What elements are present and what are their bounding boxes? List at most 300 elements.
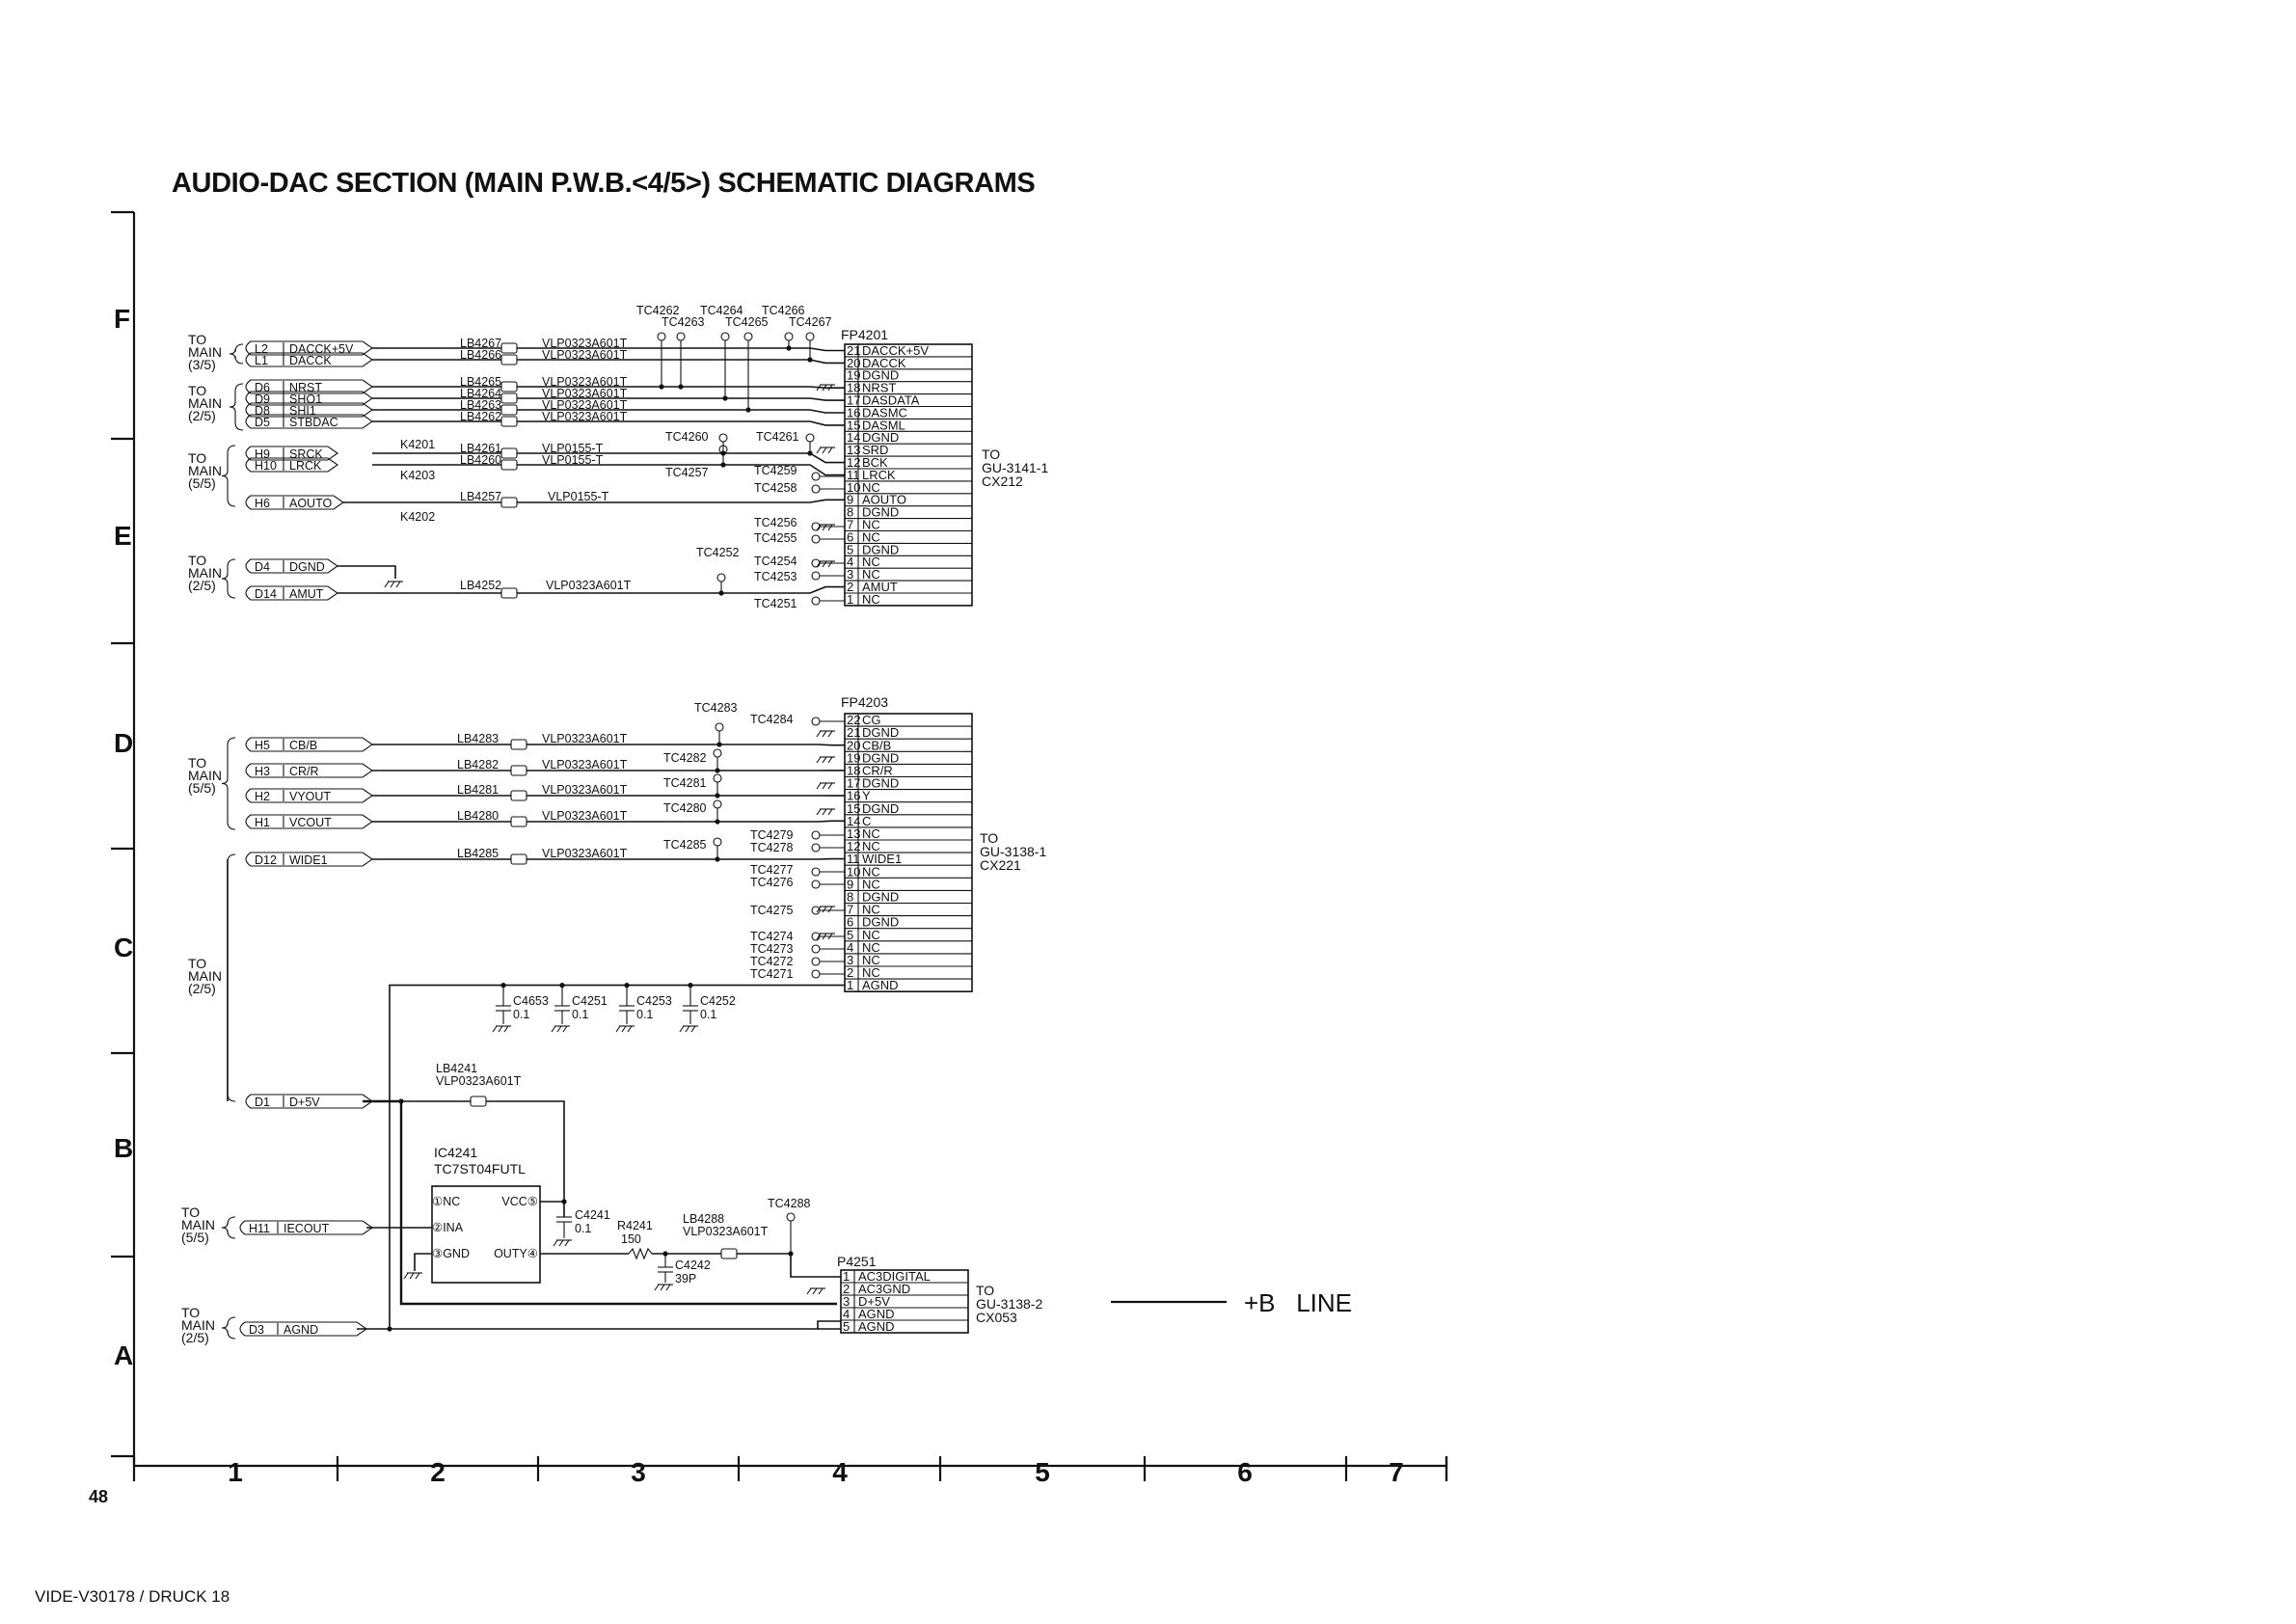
bead-part: VLP0155-T [548,490,609,503]
connector-pin-number: 3 [843,1294,851,1309]
connector-pin-name: DGND [862,430,900,446]
source-pin-amut [246,586,338,601]
brace [230,344,243,364]
connector-to: TO [976,1283,995,1298]
ferrite-bead [501,393,517,403]
to-main-2-5-d [181,1305,215,1345]
ferrite-bead [501,460,517,470]
to-label: TO [188,755,207,771]
ground-symbol [385,582,403,587]
c4242-value: 39P [675,1272,697,1286]
source-pin-id: D4 [255,560,270,574]
source-pin-signal: VYOUT [289,790,332,803]
source-pin-id: H2 [255,790,270,803]
connector-pin-number: 1 [843,1269,851,1284]
ground-hatch [817,783,821,789]
connector-pin-name: DGND [862,775,900,791]
connector-cx: CX212 [982,474,1023,489]
connector-destination: GU-3138-2 [976,1296,1043,1312]
bead-part: VLP0323A601T [542,410,628,423]
to-main-2-5-c [188,956,222,996]
source-pin-signal: D+5V [289,1096,320,1109]
connector-pin-number: 9 [847,877,854,892]
junction-dot [722,395,727,400]
test-point-label: TC4255 [754,531,797,545]
junction-dot [720,462,725,467]
ground-hatch [823,907,826,912]
ic-pin-label: ③GND [432,1247,470,1260]
bead-ref: LB4285 [457,847,500,860]
main-ref-label: (3/5) [188,357,216,372]
connector-pin-number: 17 [847,775,861,791]
row-label-a: A [114,1340,134,1370]
ground-hatch [813,1288,817,1294]
b-line-label: +B LINE [1244,1288,1352,1317]
source-pin-id: D5 [255,416,270,429]
test-point [812,880,820,888]
ferrite-bead [501,588,517,598]
connector-pin-number: 20 [847,738,861,753]
bead-part: VLP0323A601T [542,847,628,860]
connector-pin-name: NC [862,877,880,892]
connector-pin-name: AMUT [862,580,898,594]
bead-part: VLP0323A601T [542,348,628,362]
ground-hatch [666,1285,670,1290]
main-label: MAIN [181,1217,215,1232]
row-label-f: F [114,304,131,334]
source-pin-id: H1 [255,816,270,829]
source-pin-signal: AOUTO [289,497,333,510]
ground-hatch [499,1026,502,1032]
connector-pin-name: CR/R [862,763,893,778]
connector-pin-number: 11 [847,467,860,482]
ground-hatch [504,1026,508,1032]
source-pin-id: D9 [255,392,270,406]
test-point [719,434,727,442]
ground-symbol [817,447,835,453]
junction-dot [718,590,723,595]
ground-symbol [817,783,835,789]
column-label-5: 5 [1035,1457,1050,1487]
ferrite-bead [501,417,517,426]
test-point [812,473,820,480]
test-point-label: TC4258 [754,481,797,495]
connector-pin-number: 1 [847,978,854,993]
main-ref-label: (5/5) [181,1230,209,1245]
connector-pin-number: 4 [843,1307,851,1321]
main-ref-label: (5/5) [188,475,216,491]
test-point [812,717,820,725]
connector-pin-number: 12 [847,839,861,854]
test-point-label: TC4284 [750,713,794,726]
connector-pin-name: DGND [862,367,900,383]
connector-pin-name: C [862,813,872,828]
ground-hatch [828,447,832,453]
source-pin-signal: CR/R [289,765,319,778]
test-point [744,333,752,340]
ground-symbol [616,1026,635,1032]
ferrite-bead [501,405,517,415]
connector-fp4203 [841,694,1046,992]
source-pin-id: H9 [255,447,270,461]
ac3-wire [737,1254,841,1277]
ground-hatch [686,1026,689,1032]
test-point [677,333,685,340]
source-pin-id: D3 [249,1323,264,1337]
test-point [812,970,820,978]
connector-pin-name: DGND [862,504,900,520]
junction-dot [715,819,719,824]
test-point [812,535,820,543]
source-pin-vcout [246,815,372,829]
ground-symbol [680,1026,698,1032]
cap-value: 0.1 [700,1008,717,1021]
signal-wire [338,566,395,579]
source-pin-signal: LRCK [289,459,322,473]
ground-symbol [554,1240,572,1246]
ic-pin-label: ①NC [432,1195,461,1208]
brace [222,738,235,829]
ic-part: TC7ST04FUTL [434,1161,526,1177]
connector-pin-number: 20 [847,355,861,370]
column-label-2: 2 [430,1457,446,1487]
connector-pin-name: BCK [862,455,888,470]
connector-pin-number: 2 [847,965,854,981]
lb4288-part: VLP0323A601T [683,1225,769,1238]
source-pin-id: D1 [255,1096,270,1109]
connector-destination: GU-3138-1 [980,844,1047,859]
brace [222,1317,235,1339]
connector-p4251 [837,1254,1042,1334]
connector-pin-name: LRCK [862,467,896,482]
column-label-3: 3 [631,1457,646,1487]
connector-pin-number: 18 [847,763,861,778]
row-label-d: D [114,728,134,758]
connector-pin-number: 12 [847,455,861,470]
ground-hatch [559,1240,563,1246]
bead-part: VLP0323A601T [542,337,628,350]
connector-pin-name: NC [862,479,880,495]
ground-symbol [817,757,835,763]
ground-symbol [552,1026,570,1032]
ic-pin-label: VCC⑤ [501,1195,538,1208]
connector-pin-number: 21 [847,342,861,358]
ground-hatch [823,731,826,737]
test-point-label: TC4267 [789,315,832,329]
ground-hatch [493,1026,497,1032]
ground-hatch [416,1273,419,1279]
test-point [714,838,721,846]
connector-pin-number: 19 [847,367,861,383]
connector-pin-number: 5 [847,927,854,942]
connector-ref: P4251 [837,1254,877,1269]
main-label: MAIN [188,344,222,360]
ground-symbol [817,809,835,815]
junction-dot [786,345,791,350]
connector-pin-number: 11 [847,852,860,867]
connector-pin-number: 15 [847,418,861,433]
connector-pin-name: NC [862,965,880,981]
ground-hatch [391,582,394,587]
brace [228,854,235,1101]
tc4288-label: TC4288 [768,1197,811,1210]
document-reference: VIDE-V30178 / DRUCK 18 [35,1587,230,1606]
cap-value: 0.1 [636,1008,654,1021]
row-label-c: C [114,933,134,962]
bead-ref: LB4262 [460,410,502,423]
test-point-label: TC4252 [696,546,740,559]
connector-pin-name: DGND [862,914,900,930]
ground-hatch [628,1026,632,1032]
source-pin-signal: AGND [284,1323,319,1337]
source-pin-cb-b [246,738,372,752]
test-point [812,868,820,876]
connector-pin-number: 3 [847,567,854,582]
bead-part: VLP0323A601T [546,579,632,592]
agnd-wire [357,1321,841,1329]
connector-pin-number: 7 [847,902,854,917]
connector-pin-name: DGND [862,725,900,741]
to-main-5-5-b [188,755,222,796]
test-point-label: TC4257 [665,466,709,479]
connector-pin-number: 9 [847,492,854,507]
b-line-legend [1111,1288,1352,1317]
test-point-label: TC4279 [750,828,794,842]
source-pin-signal: VCOUT [289,816,332,829]
source-pin-id: D8 [255,404,270,418]
connector-pin-name: SRD [862,443,889,458]
test-point-label: TC4276 [750,876,794,889]
connector-pin-name: DGND [862,750,900,766]
ic-pin-label: OUTY④ [494,1247,538,1260]
source-pin-signal: SHO1 [289,392,323,406]
r4241-ref: R4241 [617,1219,653,1232]
to-main-2-5-a [188,383,222,423]
source-pin-id: D6 [255,381,270,394]
to-main-5-5-a [188,450,222,491]
connector-pin-name: NC [862,555,880,570]
source-pin-cr-r [246,764,372,778]
connector-pin-number: 19 [847,750,861,766]
connector-pin-number: 1 [847,591,854,607]
bead-part: VLP0323A601T [542,375,628,389]
connector-pin-name: NC [862,927,880,942]
junction-dot [745,407,750,412]
connector-pin-name: NC [862,939,880,955]
connector-pin-number: 5 [843,1319,851,1334]
junction-dot [398,1098,403,1103]
cap-ref: C4653 [513,994,549,1008]
ground-symbol [404,1273,422,1279]
to-label: TO [188,383,207,398]
ground-hatch [817,757,821,763]
connector-pin-name: DACCK+5V [862,342,929,358]
main-ref-label: (2/5) [188,578,216,593]
ground-hatch [565,1240,569,1246]
signal-wire [527,744,845,745]
source-pin-dgnd [246,559,338,574]
bead-part: VLP0323A601T [542,783,628,797]
main-label: MAIN [181,1317,215,1333]
junction-dot [716,742,721,746]
connector-pin-name: AGND [862,978,899,993]
source-pin-signal: WIDE1 [289,853,328,867]
connector-pin-number: 17 [847,392,861,408]
bead-part: VLP0323A601T [542,398,628,412]
test-point-label: TC4266 [762,304,805,317]
source-pin-id: H3 [255,765,270,778]
ground-hatch [655,1285,659,1290]
lb4241-bead [471,1096,486,1106]
test-point-label: TC4281 [663,776,707,790]
source-pin-signal: STBDAC [289,416,338,429]
source-pin-aouto [246,496,343,510]
ground-hatch [828,525,832,530]
junction-dot [715,856,719,861]
ferrite-bead [511,791,527,800]
test-point [785,333,793,340]
source-pin-signal: SHI1 [289,404,316,418]
ground-hatch [557,1026,561,1032]
bead-ref: LB4266 [460,348,502,362]
cap-value: 0.1 [572,1008,589,1021]
test-point [812,523,820,530]
ferrite-bead [511,740,527,749]
bead-ref: LB4261 [460,442,502,455]
column-label-4: 4 [832,1457,848,1487]
connector-ref: FP4203 [841,694,889,710]
source-connectors [181,332,372,1345]
source-pin-iecout [240,1221,372,1235]
source-pin-d5v [246,1095,372,1109]
connector-pin-number: 10 [847,864,861,880]
connector-pin-name: CG [862,713,881,728]
connector-pin-number: 13 [847,443,861,458]
ground-symbol [807,1288,825,1294]
ground-hatch [563,1026,567,1032]
main-ref-label: (2/5) [188,408,216,423]
source-pin-id: L1 [255,354,268,367]
ferrite-bead [501,448,517,458]
ground-hatch [823,525,826,530]
source-pin-signal: IECOUT [284,1222,330,1235]
test-point [658,333,665,340]
bead-part: VLP0155-T [542,442,604,455]
bead-ref: LB4260 [460,453,502,467]
connector-pin-name: WIDE1 [862,852,903,867]
to-main-3-5 [188,332,222,372]
connector-pin-name: NC [862,517,880,532]
to-label: TO [181,1204,201,1220]
source-pin-id: L2 [255,342,268,356]
ground-hatch [552,1026,555,1032]
lb4288-ref: LB4288 [683,1212,725,1226]
connector-pin-number: 2 [847,580,854,594]
bead-part: VLP0155-T [542,453,604,467]
connector-pin-number: 5 [847,542,854,557]
connector-pin-name: AGND [858,1319,895,1334]
lb4241-part: VLP0323A601T [436,1074,522,1088]
k4203-label: K4203 [400,469,436,482]
main-label: MAIN [188,968,222,984]
page-title: AUDIO-DAC SECTION (MAIN P.W.B.<4/5>) SCHEMATIC DIAGRAMS [172,168,1036,199]
connector-pin-number: 4 [847,939,854,955]
connector-pin-name: AC3DIGITAL [858,1269,931,1284]
row-labels [114,304,133,1370]
junction-dot [387,1326,392,1331]
connector-cx: CX053 [976,1310,1017,1325]
test-point-label: TC4274 [750,930,794,943]
connector-pin-name: DASDATA [862,392,920,408]
ground-hatch [823,809,826,815]
ferrite-bead [511,766,527,775]
bead-ref: LB4267 [460,337,502,350]
lb4241-ref: LB4241 [436,1062,478,1075]
test-point [716,723,723,731]
row-label-e: E [114,521,132,551]
source-pin-signal: AMUT [289,587,324,601]
connector-to: TO [980,830,999,846]
connector-pin-number: 6 [847,914,854,930]
ferrite-bead [511,854,527,864]
test-point [717,574,725,582]
connector-ref: FP4201 [841,327,889,342]
ground-hatch [410,1273,414,1279]
bead-ref: LB4280 [457,809,500,823]
test-point [812,597,820,605]
main-ref-label: (2/5) [188,981,216,996]
junction-dot [807,450,812,455]
gnd-wire [415,1254,432,1271]
connector-pin-number: 14 [847,813,861,828]
column-label-6: 6 [1237,1457,1253,1487]
connector-cx: CX221 [980,857,1021,873]
source-pin-signal: SRCK [289,447,323,461]
test-point-label: TC4277 [750,863,794,877]
source-pin-id: D12 [255,853,277,867]
ground-symbol [817,731,835,737]
to-label: TO [188,332,207,347]
test-point [714,800,721,808]
test-point [812,844,820,852]
bead-part: VLP0323A601T [542,732,628,745]
source-pin-signal: DACCK [289,354,332,367]
connector-pin-name: D+5V [858,1294,890,1309]
test-point [721,333,729,340]
connector-pin-name: NC [862,567,880,582]
test-point-label: TC4256 [754,516,797,529]
connector-pin-name: DGND [862,889,900,905]
test-point [787,1213,795,1221]
test-point [806,434,814,442]
connector-pin-number: 22 [847,713,861,728]
brace [230,384,243,430]
connector-pin-name: DASMC [862,405,907,420]
column-label-1: 1 [228,1457,243,1487]
connector-to: TO [982,447,1001,462]
ferrite-bead [511,817,527,826]
junction-dot [807,357,812,362]
source-pin-signal: DACCK+5V [289,342,354,356]
source-pin-id: H11 [249,1222,271,1235]
test-point-label: TC4278 [750,841,794,854]
connector-pin-number: 2 [843,1282,851,1296]
source-pin-agnd [240,1322,366,1337]
test-point-label: TC4280 [663,801,707,815]
r4241-value: 150 [621,1232,641,1246]
ground-hatch [661,1285,664,1290]
to-main-5-5-c [181,1204,215,1245]
